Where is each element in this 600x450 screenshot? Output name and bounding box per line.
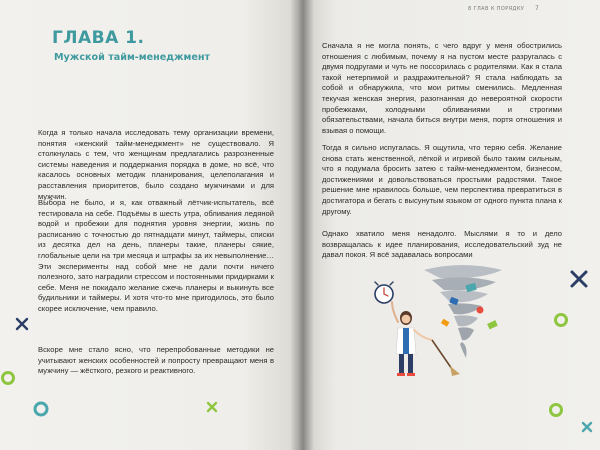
chapter-title: ГЛАВА 1. [52,28,145,48]
book-gutter-shadow [290,0,314,450]
left-paragraph-3: Вскоре мне стало ясно, что перепробованные методики не учитывают женских особенностей и попросту превращают меня в мужчину — жёсткого, резкого и реактивного. [38,345,274,376]
cross-icon [205,400,219,414]
chapter-subtitle: Мужской тайм-менеджмент [54,52,211,63]
ring-icon [32,400,50,418]
ring-icon [548,402,564,418]
tornado-graphic [424,265,502,376]
ring-icon [553,312,569,328]
page-number: 7 [535,5,539,12]
woman-figure [392,302,432,376]
right-paragraph-2: Тогда я сильно испугалась. Я ощутила, что теряю себя. Желание снова стать женственной, лёгкой и игривой было таким сильным, что я подумала бросить затею с тайм-менеджментом, бизнесом, достижениями и довольствоваться простыми радостями. Такое решение мне нравилось больше, чем перспектива превратиться в достигатора и бегать с высунутым языком от одного пункта плана к другому. [322,143,562,216]
clock-icon [375,282,393,303]
ring-icon [0,370,16,386]
left-paragraph-2: Выбора не было, и я, как отважный лётчик-испытатель, всё тестировала на себе. Подъёмы в шесть утра, обливания ледяной водой и пробежки для поднятия уровня энергии, жизнь по расписанию с точностью до пятнадцати минут, таймеры, списки из десятка дел на день, планеры такие, планеры сякие, глобальные цели на три месяца и штрафы за их невыполнение… Эти эксперименты над собой мне не дали почти ничего полезного, зато наградили стрессом и постоянными придирками к себе. Меня не покидало желание сжечь планеры и выкинуть все будильники и таймеры. И хотя что-то мне пригодилось, это было скорее исключение, чем правило. [38,198,274,313]
cross-icon [580,420,594,434]
woman-tornado-illustration [362,262,532,380]
left-paragraph-1: Когда я только начала исследовать тему организации времени, понятия «женский тайм-менеджмент» не существовало. Я столкнулась с тем, что женщинам предлагались разрозненные системы наведения и поддержания порядка в доме, но всё, что касалось основных методик планирования, целеполагания и расставления приоритетов, было создано мужчинами и для мужчин. [38,128,274,201]
right-paragraph-1: Сначала я не могла понять, с чего вдруг у меня обострились отношения с любимым, почему я на пустом месте разругалась с двумя подругами и чуть не поссорилась с родителями. Как я стала такой нетерпимой и раздражительной? Я стала наблюдать за собой и обнаружила, что мои ритмы сменились. Медленная текучая женская энергия, разогнанная до невероятной скорости пробежками, холодными обливаниями и строгими обязательствами, начала биться внутри меня, портя отношения и взывая о помощи. [322,41,562,135]
right-paragraph-3: Однако хватило меня ненадолго. Мыслями я то и дело возвращалась к идее планирования, исследовательский зуд не давал покоя. Я всё задавалась вопросами [322,229,562,260]
cross-icon [568,268,590,290]
cross-icon [14,316,30,332]
running-head: 8 ГЛАВ К ПОРЯДКУ [468,6,525,12]
